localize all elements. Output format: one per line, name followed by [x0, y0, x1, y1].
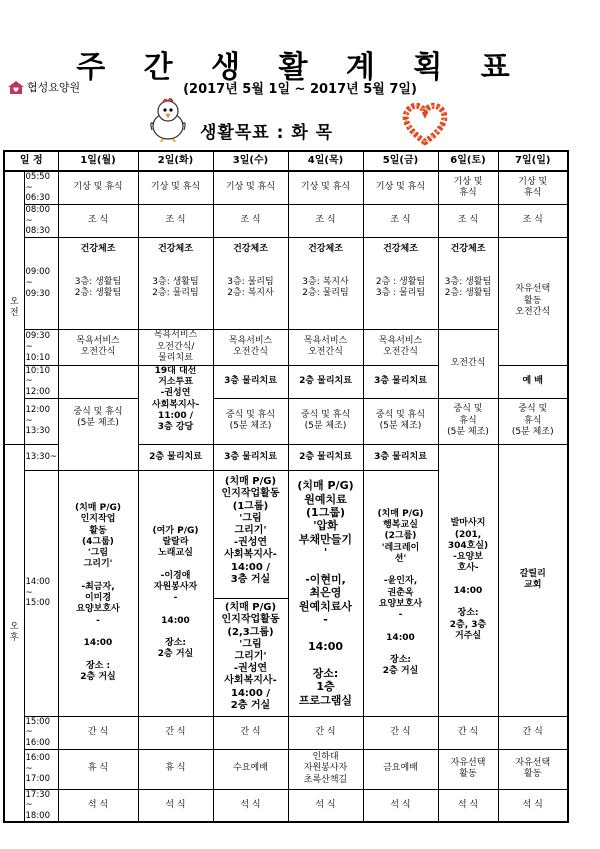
cell-sat-breakfast: 조 식 [438, 204, 498, 237]
cell-fri-pm-program: (치매 P/G) 행복교실 (2그룹) '레크레이 션' -윤인자, 권춘옥 요양보호사 - 14:00 장소: 2층 거실 [363, 470, 438, 716]
time-cell: 05:50 ~ 06:30 [24, 171, 58, 204]
cell-fri-service: 금요예배 [363, 749, 438, 789]
cell-sun-pm-church: 갈릴리 교회 [498, 444, 568, 716]
cell-sat-pm-program: 발마사지 (201, 304호실) -요양보 호사- 14:00 장소: 2층, 3층 거주실 [438, 444, 498, 716]
cell-sun-breakfast: 조 식 [498, 204, 568, 237]
time-cell: 09:30 ~ 10:10 [24, 329, 58, 365]
col-header-wed: 3일(수) [213, 151, 288, 171]
cell-sat-exercise [438, 237, 498, 329]
cell-wed-exercise [213, 237, 288, 329]
chicken-mascot-icon [146, 96, 190, 142]
table-row [4, 716, 568, 749]
table-row [4, 398, 568, 444]
cell-thu-walk: 인하대 자원봉사자 초록산책길 [288, 749, 363, 789]
cell-thu-lunch: 중식 및 휴식 (5분 체조) [288, 398, 363, 444]
cell-fri-breakfast: 조 식 [363, 204, 438, 237]
section-am: 오 전 [4, 171, 24, 444]
cell-mon-pm-program: (치매 P/G) 인지작업 활동 (4그룹) '그림 그리기' -최금자, 이미경 요양보호사 - 14:00 장소 : 2층 거실 [58, 470, 138, 716]
exercise-label: 건강체조 [383, 243, 418, 254]
col-header-tue: 2일(화) [138, 151, 213, 171]
col-header-sun: 7일(일) [498, 151, 568, 171]
cell-wed-wake: 기상 및 휴식 [213, 171, 288, 204]
cell-thu-wake: 기상 및 휴식 [288, 171, 363, 204]
time-cell: 15:00 ~ 16:00 [24, 716, 58, 749]
cell-thu-bath: 목욕서비스 오전간식 [288, 329, 363, 365]
cell-tue-vote: 19대 대선 거소투표 -권성연 사회복지사- 11:00 / 3층 강당 [138, 365, 213, 444]
cell-thu-pt-pm: 2층 물리치료 [288, 444, 363, 470]
cell-mon-lunch: 중식 및 휴식 (5분 체조) [58, 398, 138, 470]
team-label: 3층: 생활팀 2층: 생활팀 [444, 277, 492, 299]
section-pm: 오 후 [4, 444, 24, 822]
cell-fri-pt: 3층 물리치료 [363, 365, 438, 398]
exercise-label: 건강체조 [80, 243, 116, 254]
cell-sun-lunch: 중식 및 휴식 (5분 체조) [498, 398, 568, 444]
wed-program-2: (치매 P/G) 인지작업활동 (2,3그룹) '그림 그리기' -권성연 사회복지사- 14:00 / 2층 거실 [221, 602, 280, 711]
cell-wed-bath: 목욕서비스 오전간식 [213, 329, 288, 365]
cell-mon-rest: 휴 식 [58, 749, 138, 789]
heart-wreath-icon [400, 100, 450, 146]
table-row [4, 171, 568, 204]
cell-sun-free-activity: 자유선택 활동 오전간식 [498, 237, 568, 365]
cell-fri-pt-pm: 3층 물리치료 [363, 444, 438, 470]
cell-fri-dinner: 석 식 [363, 789, 438, 822]
org-name: 협성요양원 [27, 81, 81, 94]
page-title: 주 간 생 활 계 획 표 [76, 50, 524, 85]
col-header-mon: 1일(월) [58, 151, 138, 171]
cell-sat-lunch: 중식 및 휴식 (5분 체조) [438, 398, 498, 444]
cell-tue-pm-program: (여가 P/G) 랄랄라 노래교실 -이경애 자원봉사자 - 14:00 장소: 2층 거실 [138, 470, 213, 716]
cell-sat-free: 자유선택 활동 [438, 749, 498, 789]
cell-wed-lunch: 중식 및 휴식 (5분 체조) [213, 398, 288, 444]
cell-mon-empty [58, 365, 138, 398]
time-cell: 12:00 ~ 13:30 [24, 398, 58, 444]
cell-sun-wake: 기상 및 휴식 [498, 171, 568, 204]
cell-wed-pt: 3층 물리치료 [213, 365, 288, 398]
col-header-thu: 4일(목) [288, 151, 363, 171]
cell-thu-exercise [288, 237, 363, 329]
cell-sun-free: 자유선택 활동 [498, 749, 568, 789]
team-label: 3층: 물리팀 2층: 복지사 [227, 277, 274, 299]
cell-thu-dinner: 석 식 [288, 789, 363, 822]
cell-wed-pm-program [213, 470, 288, 716]
team-label: 2층 : 생활팀 3층 : 물리팀 [375, 277, 426, 299]
col-header-schedule: 일 정 [4, 151, 58, 171]
cell-tue-rest: 휴 식 [138, 749, 213, 789]
team-label: 3층: 생활팀 2층: 물리팀 [152, 277, 199, 299]
cell-sun-snack: 간 식 [498, 716, 568, 749]
cell-mon-breakfast: 조 식 [58, 204, 138, 237]
cell-sat-wake: 기상 및 휴식 [438, 171, 498, 204]
col-header-sat: 6일(토) [438, 151, 498, 171]
cell-tue-bath: 목욕서비스 오전간식/ 물리치료 [138, 329, 213, 365]
table-row [4, 749, 568, 789]
table-row [4, 237, 568, 329]
date-range: (2017년 5월 1일 ~ 2017년 5월 7일) [183, 82, 417, 97]
cell-wed-snack: 간 식 [213, 716, 288, 749]
time-cell: 17:30 ~ 18:00 [24, 789, 58, 822]
cell-tue-breakfast: 조 식 [138, 204, 213, 237]
weekly-schedule-table [3, 150, 569, 823]
time-cell: 09:00 ~ 09:30 [24, 237, 58, 329]
cell-thu-snack: 간 식 [288, 716, 363, 749]
exercise-label: 건강체조 [233, 243, 268, 254]
cell-sun-worship: 예 배 [498, 365, 568, 398]
wed-program-1: (치매 P/G) 인지작업활동 (1그룹) '그림 그리기' -권성연 사회복지사- 14:00 / 3층 거실 [214, 474, 288, 599]
cell-wed-service: 수요예배 [213, 749, 288, 789]
exercise-label: 건강체조 [158, 243, 193, 254]
col-header-fri: 5일(금) [363, 151, 438, 171]
cell-sat-snack: 오전간식 [438, 329, 498, 398]
cell-thu-pt: 2층 물리치료 [288, 365, 363, 398]
team-label: 3층: 생활팀 2층: 생활팀 [74, 277, 122, 299]
cell-thu-pm-program: (치매 P/G) 원예치료 (1그룹) '압화 부채만들기 ' -이현미, 최은영 원예치료사 - 14:00 장소: 1층 프로그램실 [288, 470, 363, 716]
cell-sun-dinner: 석 식 [498, 789, 568, 822]
cell-wed-pt-pm: 3층 물리치료 [213, 444, 288, 470]
cell-mon-dinner: 석 식 [58, 789, 138, 822]
cell-tue-dinner: 석 식 [138, 789, 213, 822]
cell-wed-breakfast: 조 식 [213, 204, 288, 237]
cell-sat-dinner: 석 식 [438, 789, 498, 822]
cell-mon-bath: 목욕서비스 오전간식 [58, 329, 138, 365]
cell-fri-wake: 기상 및 휴식 [363, 171, 438, 204]
exercise-label: 건강체조 [308, 243, 343, 254]
cell-tue-exercise [138, 237, 213, 329]
cell-mon-snack: 간 식 [58, 716, 138, 749]
cell-tue-pt: 2층 물리치료 [138, 444, 213, 470]
exercise-label: 건강체조 [450, 243, 486, 254]
table-row [4, 204, 568, 237]
team-label: 3층: 복지사 2층: 물리팀 [302, 277, 349, 299]
cell-fri-snack: 간 식 [363, 716, 438, 749]
cell-thu-breakfast: 조 식 [288, 204, 363, 237]
table-row [4, 789, 568, 822]
cell-fri-exercise [363, 237, 438, 329]
life-goal: 생활목표 : 화 목 [200, 123, 334, 143]
time-cell: 10:10 ~ 12:00 [24, 365, 58, 398]
time-cell: 08:00 ~ 08:30 [24, 204, 58, 237]
time-cell: 16:00 ~ 17:00 [24, 749, 58, 789]
cell-tue-wake: 기상 및 휴식 [138, 171, 213, 204]
cell-mon-wake: 기상 및 휴식 [58, 171, 138, 204]
header-row [4, 151, 568, 171]
cell-fri-lunch: 중식 및 휴식 (5분 체조) [363, 398, 438, 444]
cell-wed-dinner: 석 식 [213, 789, 288, 822]
table-row [4, 329, 568, 365]
time-cell: 13:30~ [24, 444, 58, 470]
cell-tue-snack: 간 식 [138, 716, 213, 749]
cell-fri-bath: 목욕서비스 오전간식 [363, 329, 438, 365]
time-cell: 14:00 ~ 15:00 [24, 470, 58, 716]
cell-mon-exercise [58, 237, 138, 329]
cell-sat-snack-pm: 간 식 [438, 716, 498, 749]
